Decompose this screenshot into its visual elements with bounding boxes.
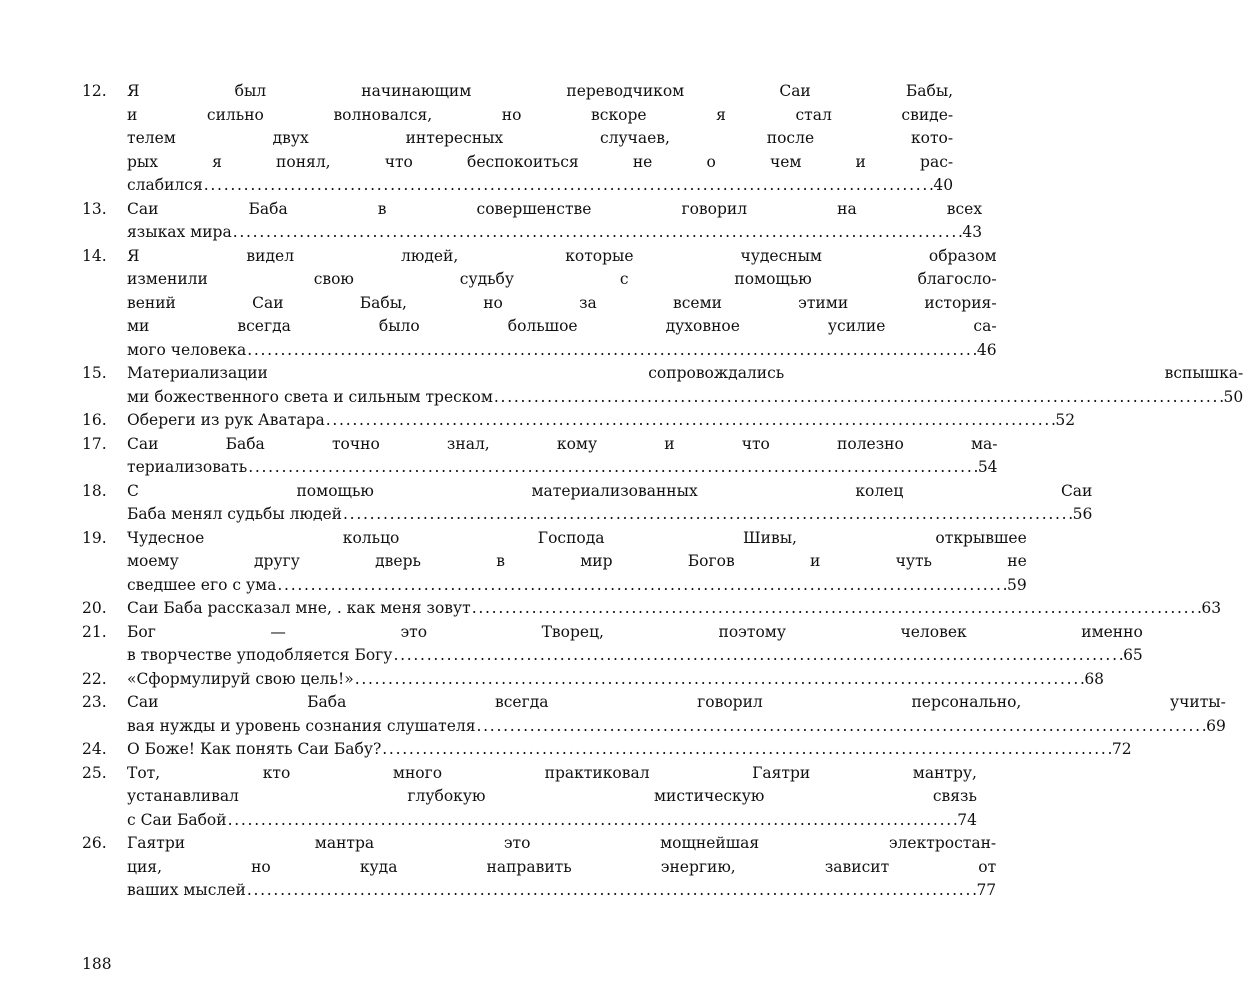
toc-entry-line: телем двух интересных случаев, после кото- (127, 129, 954, 147)
toc-entry[interactable] (82, 762, 977, 833)
toc-entry-number: 22. (82, 669, 107, 688)
toc-entry-number: 13. (82, 199, 107, 218)
toc-entry-last-line (127, 409, 1075, 433)
toc-entry-title (127, 245, 997, 363)
dot-leader (247, 339, 976, 363)
toc-entry-title (127, 668, 1104, 692)
toc-entry-number: 14. (82, 246, 107, 265)
toc-entry-line: Обереги из рук Аватара (127, 411, 325, 429)
toc-entry-number: 23. (82, 693, 107, 711)
toc-entry-line: Саи Баба рассказал мне, . как меня зовут (127, 599, 471, 617)
toc-entry-line: Баба менял судьбы людей (127, 505, 343, 523)
toc-entry-last-line (127, 456, 998, 480)
toc-entry-last-line (127, 809, 977, 833)
toc-entry[interactable] (82, 738, 1132, 762)
toc-entry-line: Тот, кто много практиковал Гаятри мантру, (127, 763, 977, 782)
toc-entry-title (127, 527, 1027, 598)
toc-entry-line: Материализации сопровождались вспышка- (127, 364, 1243, 382)
toc-entry-last-line (127, 597, 1221, 621)
toc-entry-line: моему другу дверь в мир Богов и чуть не (127, 552, 1027, 570)
toc-entry[interactable] (82, 433, 998, 480)
toc-entry-title (127, 433, 998, 480)
toc-entry-last-line (127, 221, 982, 245)
toc-entry-page: 68 (1084, 669, 1105, 688)
toc-entry-last-line (127, 879, 996, 903)
table-of-contents (82, 80, 1243, 903)
toc-entry-page: 50 (1223, 387, 1243, 406)
toc-entry-page: 74 (957, 810, 977, 829)
toc-entry-line: и сильно волновался, но вскоре я стал свиде- (127, 105, 954, 124)
dot-leader (277, 574, 1006, 598)
dot-leader (393, 644, 1122, 668)
toc-entry-line: ция, но куда направить энергию, зависит от (127, 857, 997, 876)
toc-entry-title (127, 738, 1132, 762)
toc-entry-line: Бог — это Творец, поэтому человек именно (127, 622, 1143, 641)
toc-entry-line: рых я понял, что беспокоиться не о чем и рас- (127, 152, 954, 171)
toc-entry[interactable] (82, 480, 1093, 527)
toc-entry-line: О Боже! Как понять Саи Бабу? (127, 740, 382, 758)
toc-entry-page: 40 (933, 176, 954, 194)
toc-entry-page: 54 (977, 458, 998, 476)
toc-entry-title (127, 762, 977, 833)
toc-entry-title (127, 621, 1143, 668)
toc-entry[interactable] (82, 668, 1105, 692)
toc-entry-line: Саи Баба точно знал, кому и что полезно ма- (127, 434, 998, 453)
toc-entry[interactable] (82, 621, 1143, 668)
dot-leader (382, 738, 1111, 762)
toc-entry-number: 21. (82, 622, 107, 641)
toc-entry-page: 69 (1206, 716, 1226, 735)
toc-entry-title (127, 832, 996, 903)
toc-entry-number: 12. (82, 82, 107, 100)
dot-leader (204, 174, 933, 198)
dot-leader (472, 597, 1201, 621)
toc-entry-number: 16. (82, 411, 107, 429)
toc-entry-title (127, 597, 1221, 621)
toc-entry-title (127, 362, 1243, 409)
toc-entry-title (127, 691, 1226, 738)
toc-entry-last-line (127, 386, 1243, 410)
toc-entry-last-line (127, 668, 1104, 692)
toc-entry[interactable] (82, 832, 997, 903)
toc-entry-page: 43 (962, 223, 983, 241)
toc-entry-line: мого человека (127, 340, 247, 359)
dot-leader (343, 503, 1072, 527)
toc-entry-page: 59 (1007, 575, 1027, 594)
toc-entry[interactable] (82, 597, 1222, 621)
toc-entry-line: вая нужды и уровень сознания слушателя (127, 716, 476, 735)
dot-leader (494, 386, 1223, 410)
toc-entry[interactable] (82, 362, 1243, 409)
toc-entry-line: изменили свою судьбу с помощью благосло- (127, 270, 997, 288)
toc-entry-page: 77 (976, 881, 997, 899)
toc-entry-line: Я видел людей, которые чудесным образом (127, 246, 997, 265)
toc-entry-last-line (127, 339, 997, 363)
toc-entry-last-line (127, 715, 1226, 739)
toc-entry-title (127, 80, 953, 198)
toc-entry-number: 24. (82, 740, 107, 758)
toc-entry-last-line (127, 574, 1027, 598)
dot-leader (233, 221, 962, 245)
toc-entry-last-line (127, 738, 1132, 762)
toc-entry-number: 18. (82, 481, 107, 500)
dot-leader (247, 879, 976, 903)
toc-entry-page: 72 (1111, 740, 1132, 758)
dot-leader (228, 809, 957, 833)
toc-entry-line: Чудесное кольцо Господа Шивы, открывшее (127, 528, 1027, 547)
toc-entry-number: 17. (82, 434, 107, 453)
toc-entry-line: Я был начинающим переводчиком Саи Бабы, (127, 82, 954, 100)
toc-entry-line: устанавливал глубокую мистическую связь (127, 787, 977, 805)
toc-entry-page: 46 (976, 340, 997, 359)
toc-entry-line: териализовать (127, 458, 248, 476)
toc-entry-last-line (127, 174, 953, 198)
dot-leader (477, 715, 1206, 739)
toc-entry-title (127, 409, 1075, 433)
toc-entry-page: 52 (1055, 411, 1076, 429)
toc-entry[interactable] (82, 691, 1226, 738)
page-number: 188 (82, 955, 112, 973)
toc-entry-page: 65 (1123, 646, 1143, 664)
toc-entry-line: языках мира (127, 223, 232, 241)
toc-entry-line: Гаятри мантра это мощнейшая электростан- (127, 834, 997, 852)
toc-entry-line: ми всегда было большое духовное усилие са- (127, 317, 997, 335)
toc-entry-line: в творчестве уподобляется Богу (127, 646, 393, 664)
toc-entry[interactable] (82, 198, 983, 245)
toc-entry-number: 20. (82, 599, 107, 617)
toc-entry-line: Саи Баба в совершенстве говорил на всех (127, 199, 983, 218)
toc-entry-line: сведшее его с ума (127, 575, 277, 594)
toc-entry[interactable] (82, 527, 1027, 598)
toc-entry-line: слабился (127, 176, 203, 194)
toc-entry-line: ми божественного света и сильным треском (127, 387, 493, 406)
toc-entry-number: 25. (82, 763, 107, 782)
toc-entry-number: 15. (82, 364, 107, 382)
toc-entry-line: ваших мыслей (127, 881, 246, 899)
toc-entry-last-line (127, 503, 1092, 527)
toc-entry-page: 56 (1072, 505, 1093, 523)
toc-entry[interactable] (82, 409, 1076, 433)
toc-entry[interactable] (82, 80, 954, 198)
toc-entry-line: «Сформулируй свою цель!» (127, 669, 354, 688)
dot-leader (326, 409, 1055, 433)
dot-leader (355, 668, 1084, 692)
toc-entry-page: 63 (1201, 599, 1222, 617)
toc-entry-line: С помощью материализованных колец Саи (127, 481, 1093, 500)
toc-entry-line: вений Саи Бабы, но за всеми этими история- (127, 293, 997, 312)
toc-entry-line: с Саи Бабой (127, 810, 227, 829)
toc-entry-title (127, 480, 1092, 527)
toc-entry-number: 19. (82, 528, 107, 547)
toc-entry-line: Саи Баба всегда говорил персонально, учиты- (127, 693, 1226, 711)
toc-entry-last-line (127, 644, 1143, 668)
dot-leader (248, 456, 977, 480)
toc-entry-title (127, 198, 982, 245)
toc-entry-number: 26. (82, 834, 107, 852)
toc-entry[interactable] (82, 245, 997, 363)
